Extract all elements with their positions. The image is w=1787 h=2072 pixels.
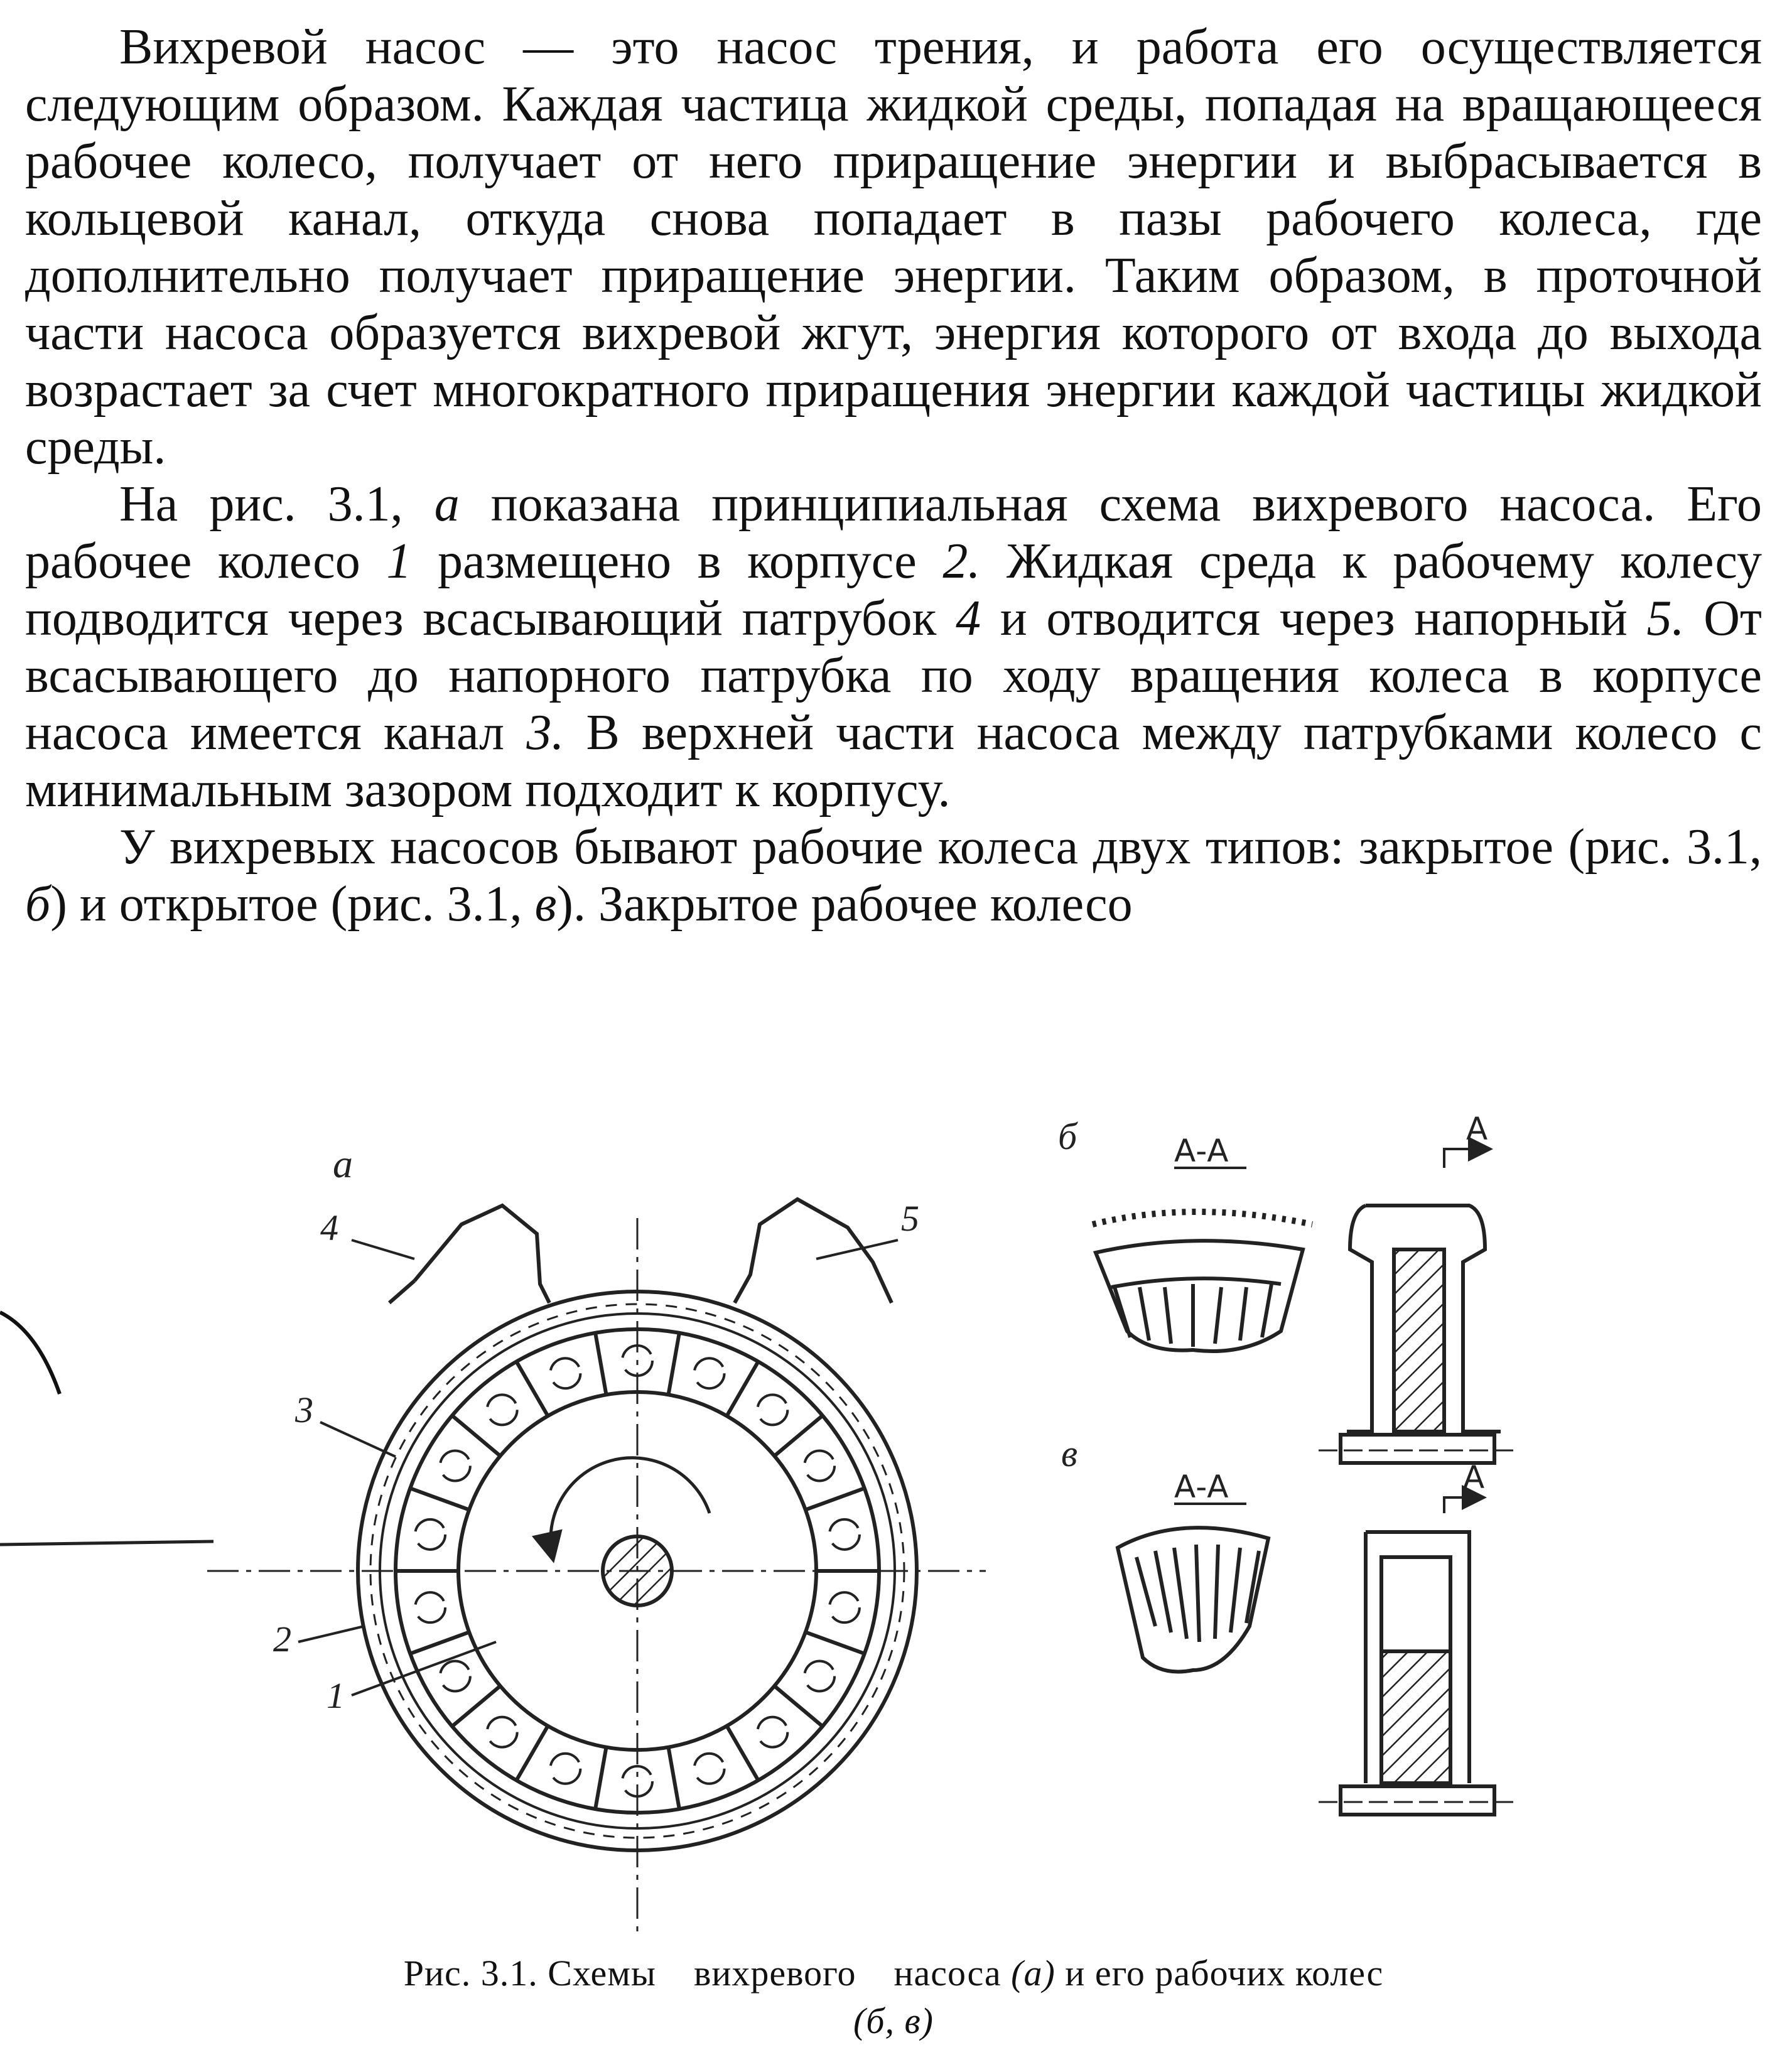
leader-2 xyxy=(298,1626,364,1642)
section-label-v: А-А xyxy=(1174,1469,1229,1505)
closed-impeller-section xyxy=(1093,1149,1520,1463)
paragraph-2: На рис. 3.1, а показана принципиальная схема вихревого насоса. Его рабочее колесо 1 размещено в корпусе 2. Жидкая среда к рабочему колесу подводится через всасывающий патрубок 4 и отводится через напорный 5. От всасывающего до напорного патрубка по ходу вращения колеса в корпусе насоса имеется канал 3. В верхней части насоса между патрубками колесо с минимальным зазором подходит к корпусу. xyxy=(25,477,1763,817)
caption-line-1: Рис. 3.1. Схемы вихревого насоса (а) и его рабочих колес xyxy=(403,1953,1384,1994)
open-impeller-blades xyxy=(1136,1545,1259,1642)
vortex-loop xyxy=(415,1519,445,1550)
blade-divider xyxy=(410,1488,469,1509)
blade-divider xyxy=(806,1488,865,1509)
open-impeller-section xyxy=(1118,1497,1520,1815)
vortex-loop xyxy=(757,1395,787,1425)
panel-label-b: б xyxy=(1058,1116,1077,1157)
open-impeller-outline xyxy=(1118,1528,1268,1671)
figure-caption xyxy=(0,1950,1787,2045)
blade-divider xyxy=(595,1333,606,1395)
closed-hatched-casing xyxy=(1093,1212,1312,1224)
paragraph-3: У вихревых насосов бывают рабочие колеса двух типов: закрытое (рис. 3.1, б) и открытое (рис. 3.1, в). Закрытое рабочее колесо xyxy=(25,819,1762,932)
blade-divider xyxy=(517,1726,548,1781)
closed-impeller-body xyxy=(1394,1249,1444,1432)
blade-divider xyxy=(727,1726,759,1781)
suction-nozzle xyxy=(414,1206,549,1303)
open-shaft xyxy=(1341,1786,1494,1815)
section-label-b: А-А xyxy=(1174,1133,1229,1169)
blade-divider xyxy=(595,1747,606,1809)
vortex-loop xyxy=(804,1451,834,1481)
vortex-loop xyxy=(757,1717,787,1747)
vortex-loop xyxy=(804,1661,834,1692)
blade-divider xyxy=(806,1632,865,1653)
blade-divider xyxy=(517,1362,548,1416)
panel-label-v: в xyxy=(1061,1433,1078,1474)
closed-impeller-arc xyxy=(1096,1241,1303,1351)
open-cut-arrow xyxy=(1444,1497,1482,1513)
closed-cut-arrow xyxy=(1444,1149,1488,1168)
paragraph-1: Вихревой насос — это насос трения, и работа его осуществляется следующим образом. Каждая частица жидкой среды, попадая на вращающееся рабочее колесо, получает от него приращение энергии и выбрасывается в кольцевой канал, откуда снова попадает в пазы рабочего колеса, где дополнительно получает приращение энергии. Таким образом, в проточной части насоса образуется вихревой жгут, энергия которого от входа до выхода возрастает за счет многократного приращения энергии каждой частицы жидкой среды. xyxy=(25,19,1762,475)
callout-5: 5 xyxy=(901,1198,919,1239)
blade-divider xyxy=(410,1632,469,1653)
vortex-loop xyxy=(487,1717,517,1747)
blade-divider xyxy=(668,1333,679,1395)
vortex-loop xyxy=(440,1661,470,1692)
callout-2: 2 xyxy=(273,1619,291,1659)
leader-4 xyxy=(352,1240,414,1259)
body-text xyxy=(25,19,1762,933)
callout-3: 3 xyxy=(295,1389,313,1430)
margin-line xyxy=(0,1541,213,1545)
leader-3 xyxy=(320,1422,396,1457)
closed-impeller-slots xyxy=(1111,1278,1281,1347)
vortex-loop xyxy=(415,1592,445,1622)
blade-divider xyxy=(727,1362,759,1416)
vortex-loop xyxy=(694,1754,725,1784)
caption-line-2: (б, в) xyxy=(853,2000,934,2041)
open-impeller-body xyxy=(1381,1557,1450,1651)
vortex-loop xyxy=(440,1451,470,1481)
vortex-loop xyxy=(550,1754,580,1784)
blade-divider xyxy=(668,1747,679,1809)
open-impeller-hatched xyxy=(1381,1651,1450,1783)
vortex-loop xyxy=(694,1358,725,1388)
suction-nozzle-right xyxy=(389,1281,414,1303)
cut-arrow-label-b: А xyxy=(1466,1111,1488,1147)
vortex-loop xyxy=(829,1592,860,1622)
panel-label-a: а xyxy=(333,1141,353,1186)
shaft xyxy=(603,1536,672,1605)
pump-schematic xyxy=(207,1199,986,1934)
callout-4: 4 xyxy=(320,1207,338,1248)
discharge-nozzle xyxy=(735,1199,892,1303)
vortex-loop xyxy=(487,1395,517,1425)
cut-arrow-label-v: А xyxy=(1463,1459,1485,1496)
vortex-loop xyxy=(829,1519,860,1550)
figure-3-1 xyxy=(0,1105,1787,1940)
figure-drawing xyxy=(0,1105,1787,1940)
vortex-loop xyxy=(550,1358,580,1388)
callout-1: 1 xyxy=(327,1675,345,1716)
margin-stroke xyxy=(0,1312,60,1394)
